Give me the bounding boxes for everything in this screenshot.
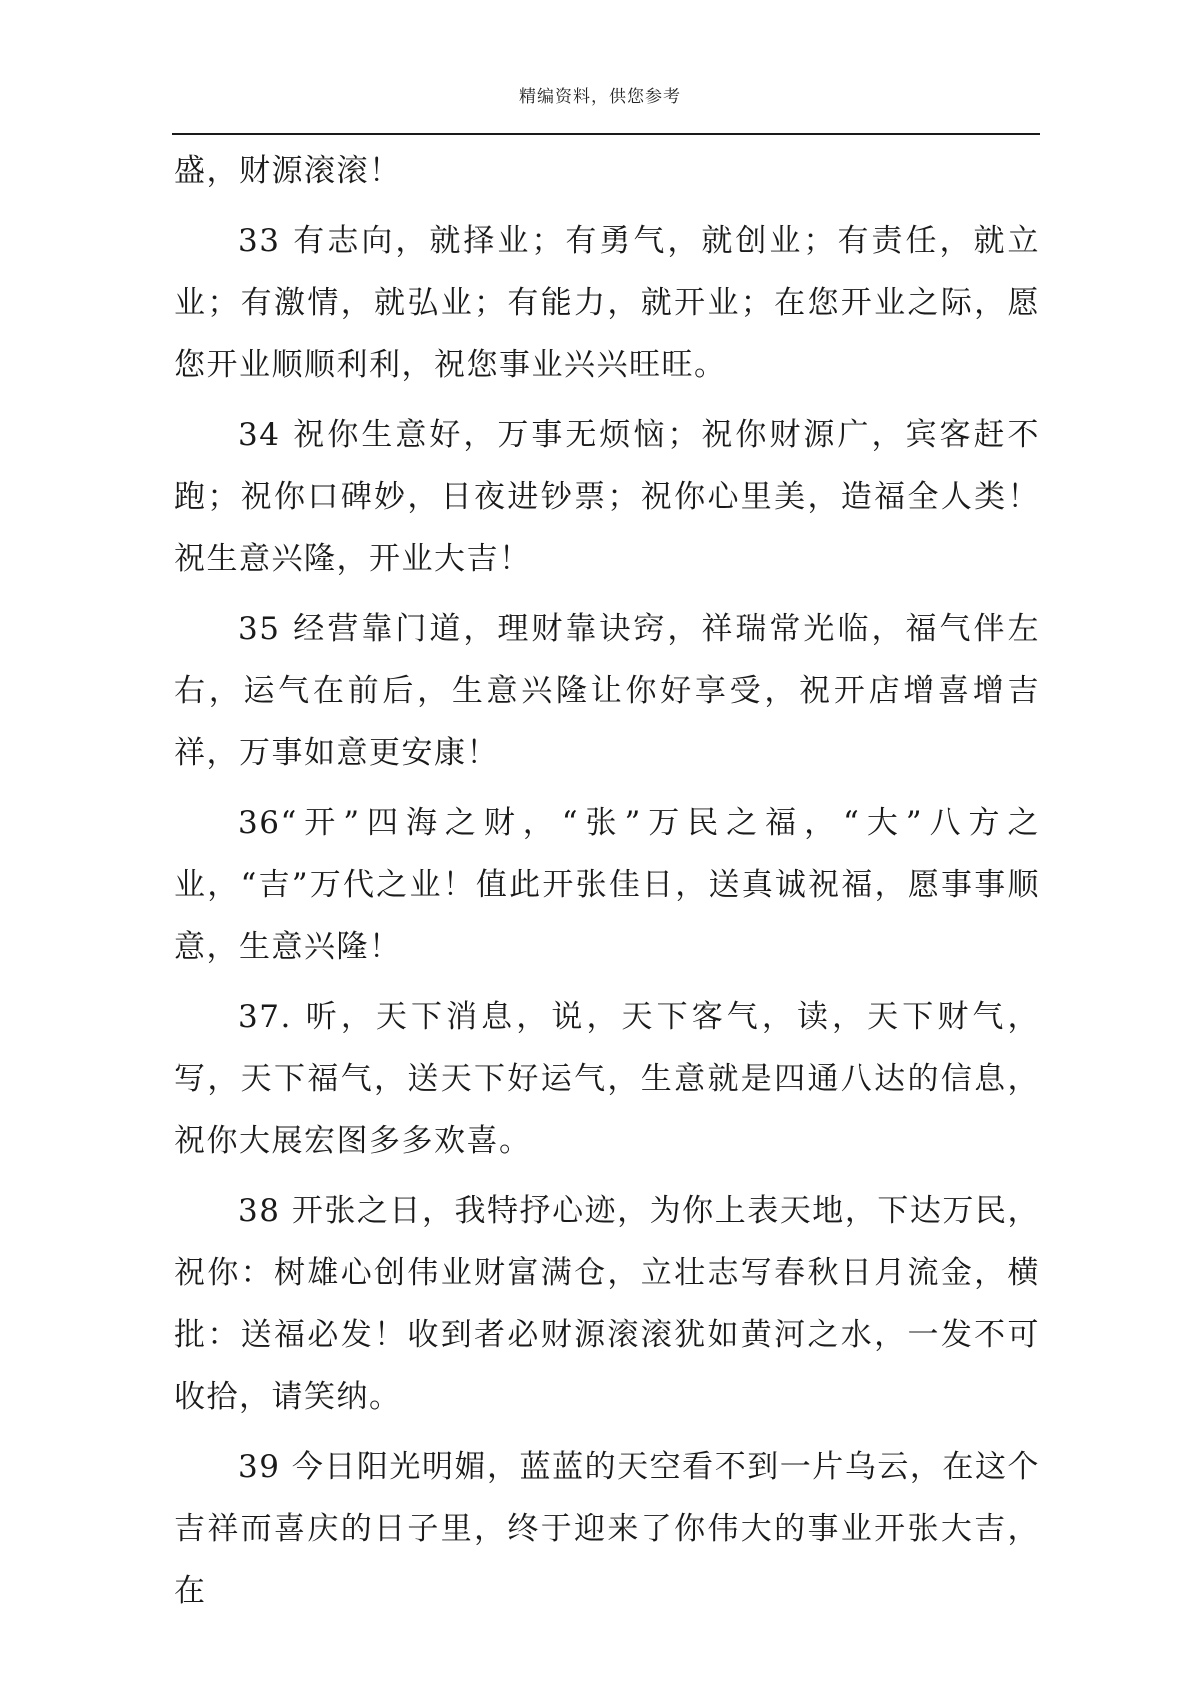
header-divider xyxy=(172,133,1040,135)
paragraph-34: 34 祝你生意好，万事无烦恼；祝你财源广，宾客赶不跑；祝你口碑妙，日夜进钞票；祝你心里美，造福全人类！祝生意兴隆，开业大吉！ xyxy=(174,417,1040,577)
document-body xyxy=(174,140,1040,1630)
page-header: 精编资料，供您参考 xyxy=(519,87,681,107)
paragraph-37: 37. 听，天下消息，说，天下客气，读，天下财气，写，天下福气，送天下好运气，生意就是四通八达的信息，祝你大展宏图多多欢喜。 xyxy=(174,999,1040,1159)
paragraph-35: 35 经营靠门道，理财靠诀窍，祥瑞常光临，福气伴左右，运气在前后，生意兴隆让你好享受，祝开店增喜增吉祥，万事如意更安康！ xyxy=(174,611,1040,771)
paragraph-38: 38 开张之日，我特抒心迹，为你上表天地，下达万民，祝你：树雄心创伟业财富满仓，立壮志写春秋日月流金，横批：送福必发！收到者必财源滚滚犹如黄河之水，一发不可收拾，请笑纳。 xyxy=(174,1193,1040,1415)
paragraph-33: 33 有志向，就择业；有勇气，就创业；有责任，就立业；有激情，就弘业；有能力，就开业；在您开业之际，愿您开业顺顺利利，祝您事业兴兴旺旺。 xyxy=(174,223,1040,383)
paragraph-continued: 盛，财源滚滚！ xyxy=(174,153,402,189)
paragraph-39: 39 今日阳光明媚，蓝蓝的天空看不到一片乌云，在这个吉祥而喜庆的日子里，终于迎来了你伟大的事业开张大吉，在 xyxy=(174,1449,1040,1609)
paragraph-36: 36“开”四海之财，“张”万民之福，“大”八方之业，“吉”万代之业！值此开张佳日，送真诚祝福，愿事事顺意，生意兴隆！ xyxy=(174,805,1040,965)
